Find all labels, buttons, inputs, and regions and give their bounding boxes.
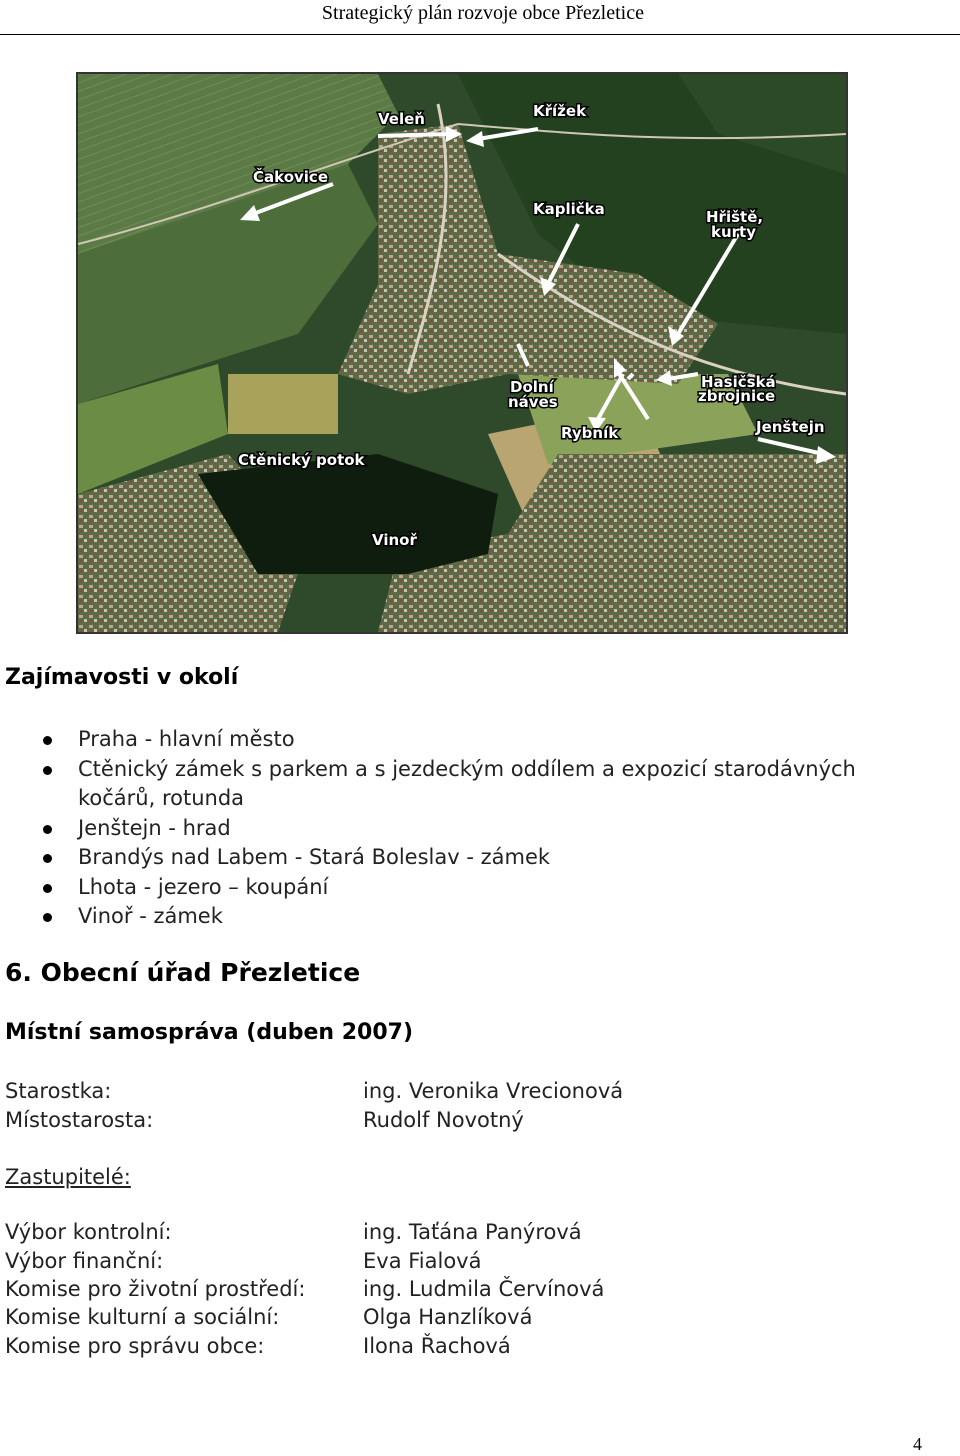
committee-member: ing. Ludmila Červínová [363,1277,605,1301]
map-label-kaplicka: Kaplička [533,200,605,218]
office-subheading: Místní samospráva (duben 2007) [5,1020,414,1045]
map-label-hriste-line2: kurty [711,223,756,241]
bullet-icon [43,736,52,745]
bullet-icon [43,766,52,775]
map-label-krizek: Křížek [533,102,587,120]
map-label-hasicska-line2: zbrojnice [698,387,776,405]
list-item: Ctěnický zámek s parkem a s jezdeckým oddílem a expozicí starodávných kočárů, rotunda [0,755,960,814]
bullet-icon [43,825,52,834]
leader-role: Místostarosta: [5,1108,154,1132]
map-label-velen: Veleň [378,110,425,128]
council-label: Zastupitelé: [5,1165,131,1189]
office-heading: 6. Obecní úřad Přezletice [5,958,361,987]
attractions-heading: Zajímavosti v okolí [5,665,239,690]
page-header [0,0,960,35]
list-item: Jenštejn - hrad [0,814,960,844]
committee-role: Komise kulturní a sociální: [5,1305,280,1329]
list-item: Praha - hlavní město [0,725,960,755]
list-item: Vinoř - zámek [0,902,960,932]
committee-member: Olga Hanzlíková [363,1305,533,1329]
committee-role: Komise pro životní prostředí: [5,1277,306,1301]
map-label-dolni-line1: Dolní [510,378,554,396]
committee-role: Výbor kontrolní: [5,1220,172,1244]
committee-role: Výbor finanční: [5,1249,164,1273]
map-label-cakovice: Čakovice [253,168,328,186]
page-number: 4 [913,1434,922,1454]
bullet-icon [43,884,52,893]
bullet-icon [43,913,52,922]
committee-member: ing. Taťána Panýrová [363,1220,582,1244]
map-label-jenstejn: Jenštejn [756,418,825,436]
committee-role: Komise pro správu obce: [5,1334,265,1358]
leader-name: ing. Veronika Vrecionová [363,1079,624,1103]
committee-member: Ilona Řachová [363,1334,511,1358]
list-item: Lhota - jezero – koupání [0,873,960,903]
map-label-rybnik: Rybník [561,424,619,442]
bullet-icon [43,854,52,863]
map-label-vinor: Vinoř [372,531,417,549]
list-item: Brandýs nad Labem - Stará Boleslav - zámek [0,843,960,873]
map-label-dolni-line2: náves [508,393,558,411]
committee-member: Eva Fialová [363,1249,482,1273]
document-title: Strategický plán rozvoje obce Přezletice [321,2,644,24]
leader-role: Starostka: [5,1079,112,1103]
attractions-list [0,725,960,932]
map-label-hasicska-line1: Hasičská [701,373,776,391]
leader-name: Rudolf Novotný [363,1108,524,1132]
aerial-map-image [76,72,848,634]
map-label-hriste-line1: Hřiště, [706,208,764,226]
map-label-potok: Ctěnický potok [238,451,365,469]
